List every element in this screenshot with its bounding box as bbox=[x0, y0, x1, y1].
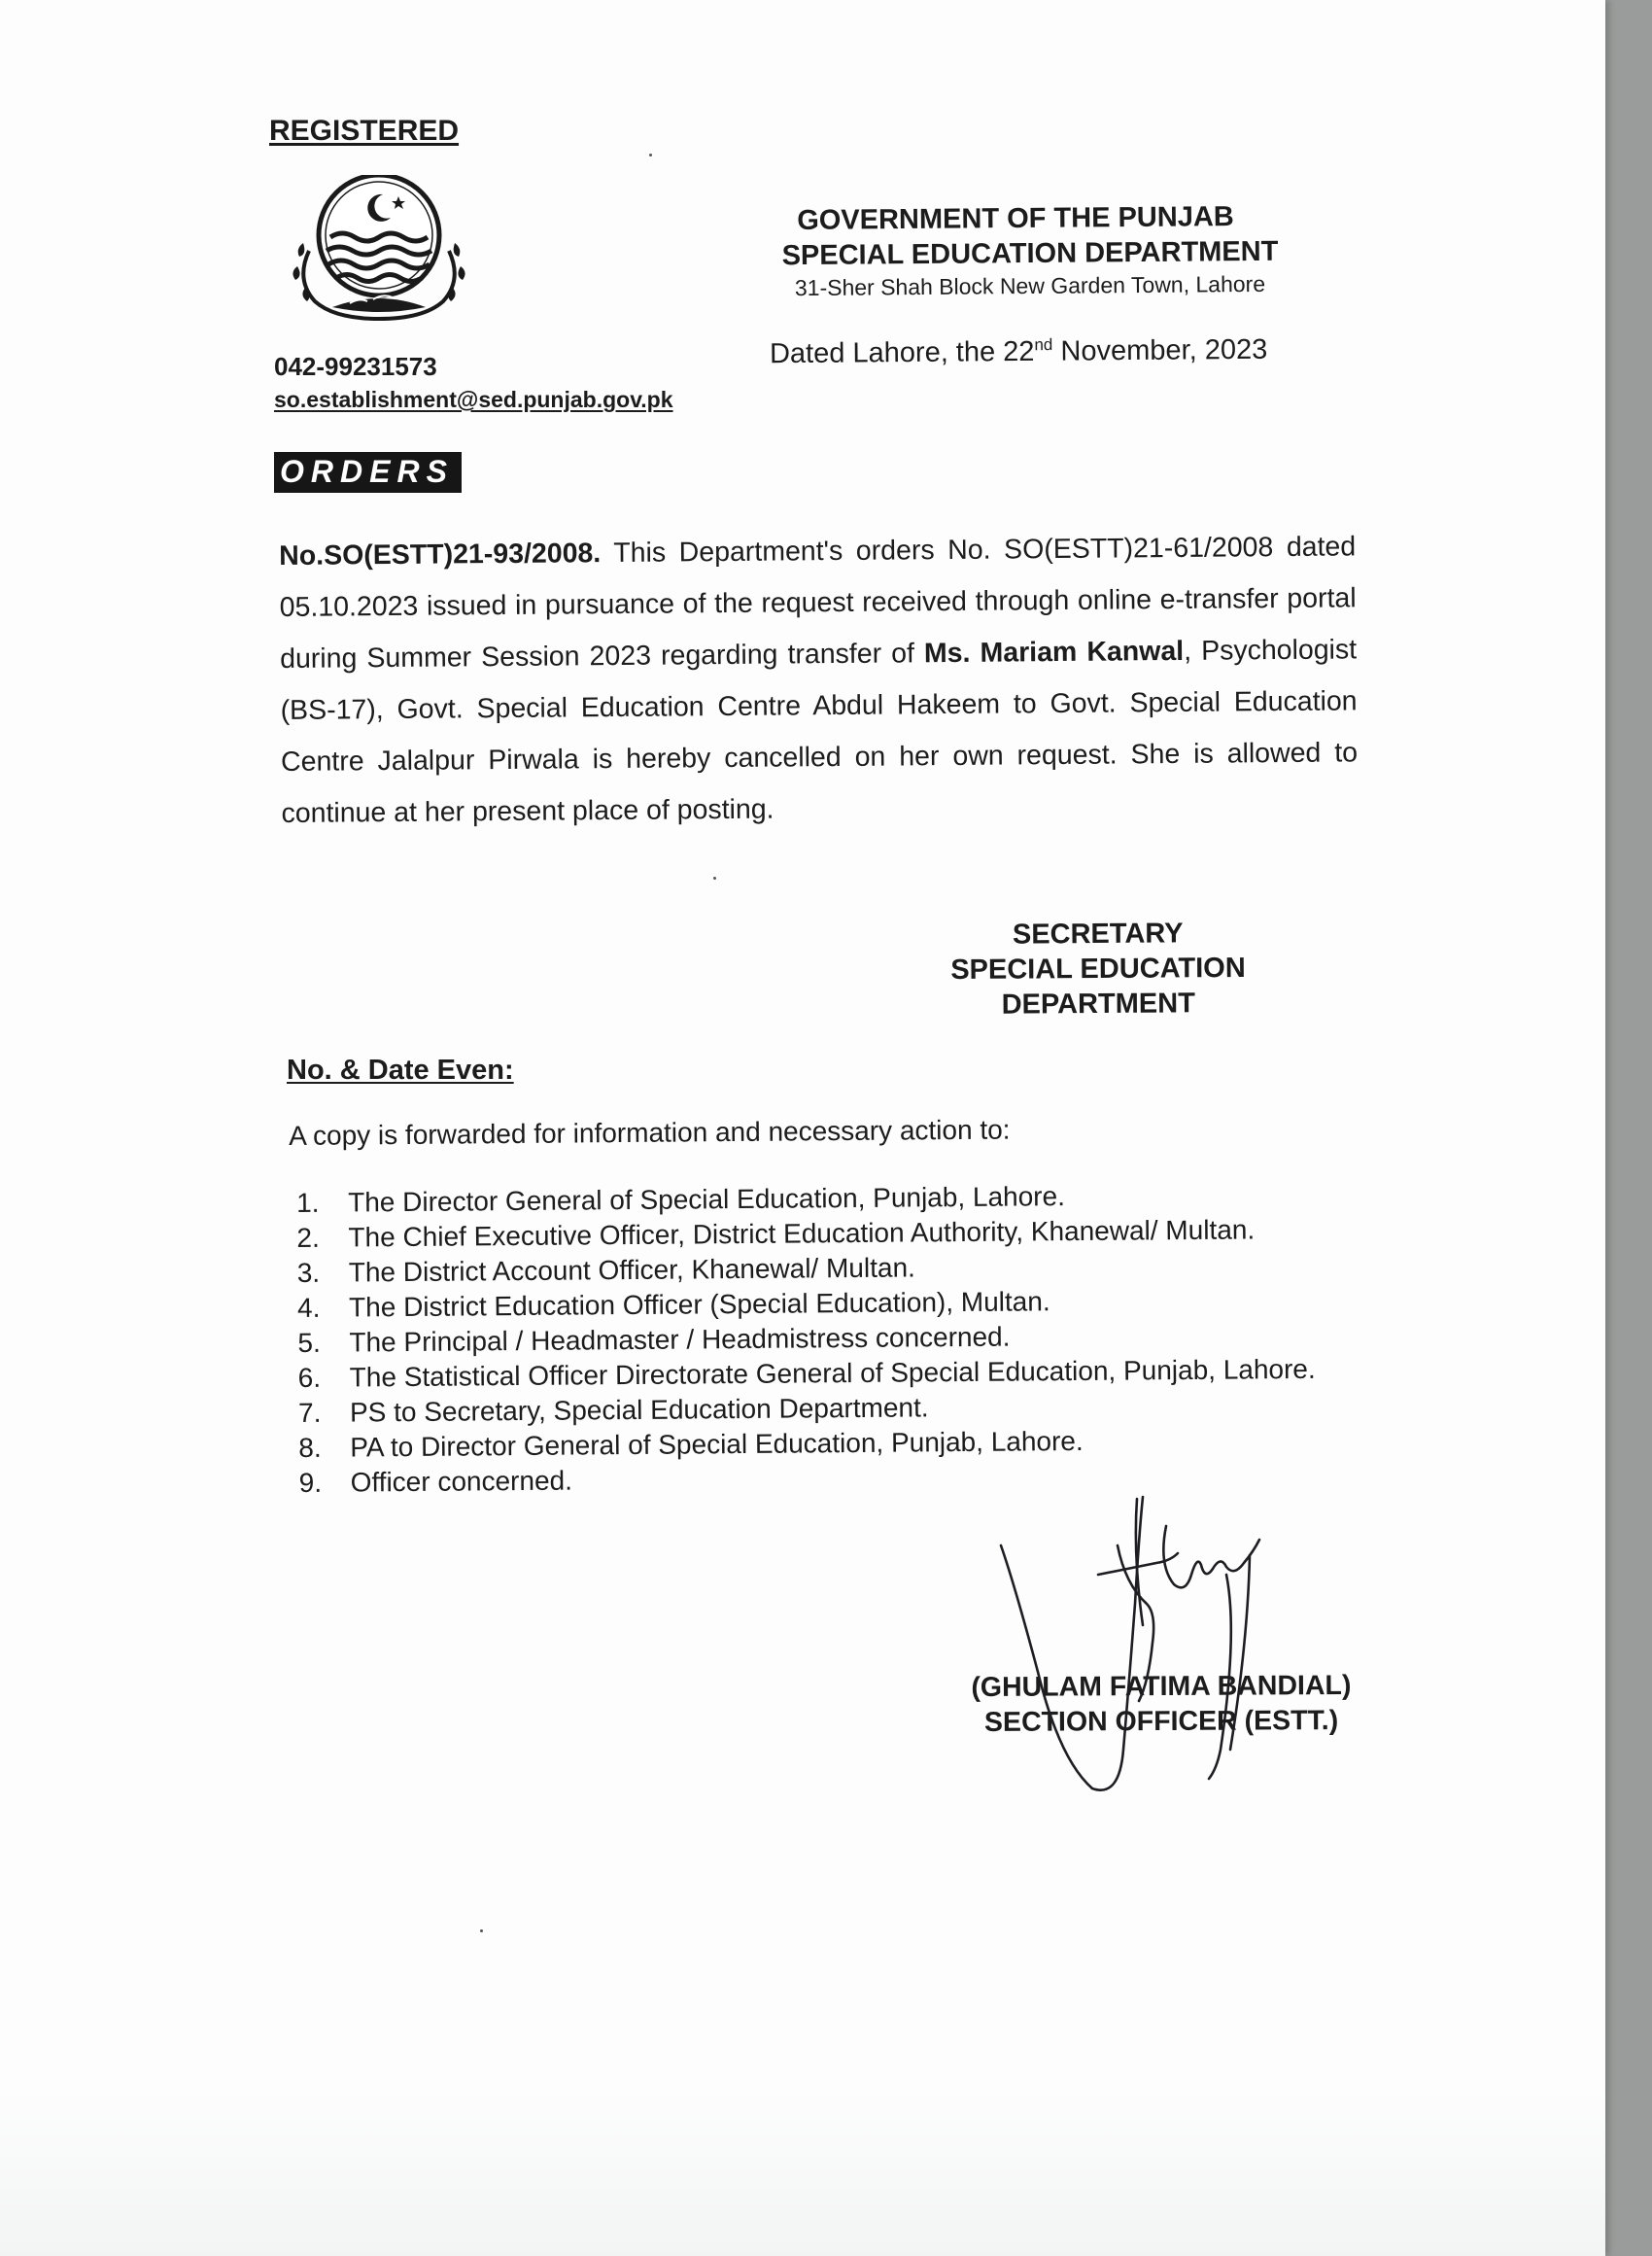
distribution-list bbox=[296, 1176, 1368, 1501]
distribution-item-number: 5. bbox=[297, 1327, 321, 1358]
scan-shading bbox=[0, 2090, 1605, 2256]
registered-label: REGISTERED bbox=[269, 115, 460, 147]
no-date-even-heading: No. & Date Even: bbox=[287, 1055, 514, 1086]
copy-forwarded-text: A copy is forwarded for information and necessary action to: bbox=[289, 1114, 1011, 1151]
scan-speck bbox=[649, 154, 652, 156]
distribution-item-number: 3. bbox=[296, 1257, 321, 1288]
scan-speck bbox=[713, 877, 716, 880]
department-heading: SPECIAL EDUCATION DEPARTMENT bbox=[781, 235, 1279, 272]
distribution-item-text: The District Education Officer (Special Education), Multan. bbox=[348, 1286, 1050, 1323]
orders-heading: ORDERS bbox=[274, 452, 462, 493]
order-paragraph: No.SO(ESTT)21-93/2008. This Department's orders No. SO(ESTT)21-61/2008 dated 05.10.2023 issued in pursuance of the request received through online e-transfer portal during Summer Session 2023 regarding transfer of Ms. Mariam Kanwal, Psychologist (BS-17), Govt. Special Education Centre Abdul Hakeem to Govt. Special Education Centre Jalalpur Pirwala is hereby cancelled on her own request. She is allowed to continue at her present place of posting. bbox=[279, 531, 1359, 829]
dated-line: Dated Lahore, the 22nd November, 2023 bbox=[769, 333, 1268, 370]
distribution-item-number: 7. bbox=[297, 1397, 322, 1428]
department-address: 31-Sher Shah Block New Garden Town, Lahore bbox=[794, 270, 1266, 301]
distribution-item-number: 1. bbox=[296, 1187, 320, 1218]
scan-speck bbox=[480, 1929, 483, 1932]
officer-name: Ms. Mariam Kanwal bbox=[923, 635, 1185, 670]
distribution-item-text: The Chief Executive Officer, District Education Authority, Khanewal/ Multan. bbox=[348, 1214, 1256, 1253]
phone-number: 042-99231573 bbox=[274, 352, 437, 381]
distribution-item-number: 4. bbox=[296, 1292, 321, 1323]
distribution-item-text: The District Account Officer, Khanewal/ Multan. bbox=[348, 1252, 915, 1288]
distribution-item-text: Officer concerned. bbox=[350, 1465, 573, 1498]
handwritten-signature bbox=[972, 1487, 1302, 1808]
distribution-item-number: 8. bbox=[298, 1432, 322, 1463]
section-officer-name: (GHULAM FATIMA BANDIAL) bbox=[971, 1669, 1352, 1704]
distribution-item-number: 6. bbox=[297, 1362, 322, 1393]
punjab-government-emblem-icon bbox=[282, 175, 476, 326]
distribution-item-text: The Statistical Officer Directorate General of Special Education, Punjab, Lahore. bbox=[349, 1353, 1316, 1393]
order-number: No.SO(ESTT)21-93/2008. bbox=[279, 538, 602, 572]
distribution-item-text: The Director General of Special Education, Punjab, Lahore. bbox=[348, 1181, 1066, 1218]
section-officer-title: SECTION OFFICER (ESTT.) bbox=[983, 1705, 1339, 1738]
secretary-block: SECRETARY SPECIAL EDUCATION DEPARTMENT bbox=[950, 918, 1246, 1021]
distribution-item-number: 2. bbox=[296, 1222, 320, 1253]
government-heading: GOVERNMENT OF THE PUNJAB bbox=[797, 201, 1234, 236]
distribution-item-text: The Principal / Headmaster / Headmistress concerned. bbox=[349, 1321, 1011, 1358]
email-address: so.establishment@sed.punjab.gov.pk bbox=[274, 387, 673, 412]
distribution-item-number: 9. bbox=[298, 1467, 323, 1498]
distribution-item-text: PS to Secretary, Special Education Department. bbox=[349, 1392, 929, 1428]
distribution-item-text: PA to Director General of Special Education, Punjab, Lahore. bbox=[350, 1425, 1084, 1463]
